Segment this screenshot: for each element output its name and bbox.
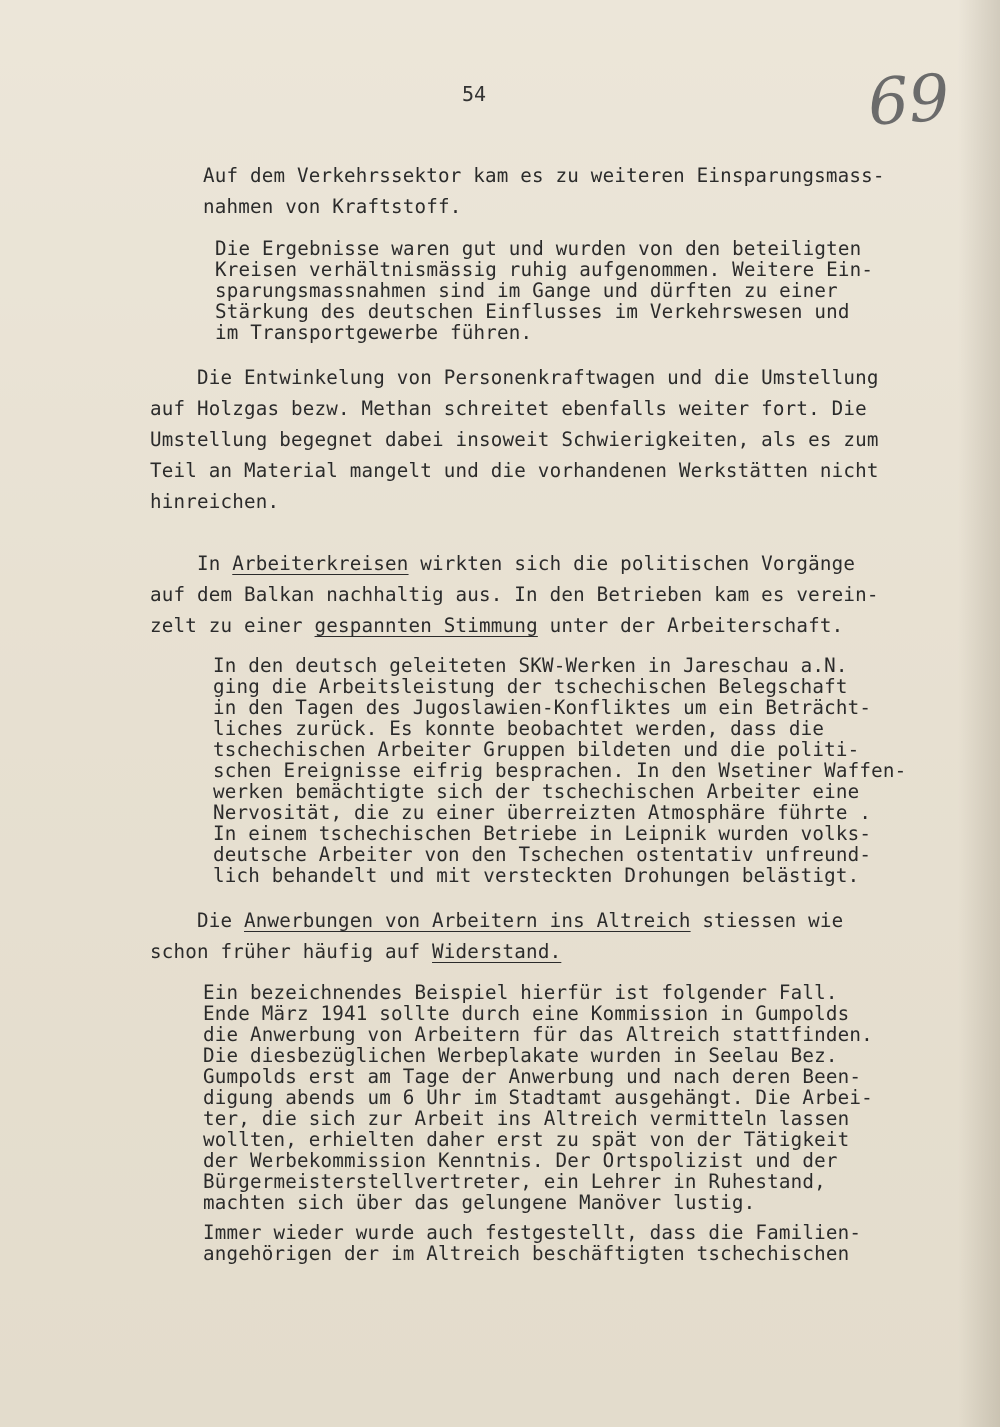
underlined-phrase: gespannten Stimmung	[314, 614, 538, 637]
indented-paragraph-families: Immer wieder wurde auch festgestellt, dass die Familien- angehörigen der im Altreich beschäftigten tschechischen	[203, 1221, 862, 1265]
indented-paragraph-skw-works: In den deutsch geleiteten SKW-Werken in Jareschau a.N. ging die Arbeitsleistung der tschechischen Belegschaft in den Tagen des Jugoslawien-Konfliktes um ein Beträcht- liches zurück. Es konnte beobachtet werden, dass die tschechischen Arbeiter Gruppen bildeten und die politi- schen Ereignisse eifrig besprachen. In den Wsetiner Waffen- werken bemächtigte sich der tschechischen Arbeiter eine Nervosität, die zu einer überreizten Atmosphäre führte . In einem tschechischen Betriebe in Leipnik wurden volks- deutsche Arbeiter von den Tschechen ostentativ unfreund- lich behandelt und mit versteckten Drohungen belästigt.	[213, 654, 907, 887]
paragraph-transport: Auf dem Verkehrssektor kam es zu weiteren Einsparungsmass- nahmen von Kraftstoff.	[203, 164, 885, 218]
page-number: 54	[462, 82, 487, 106]
paragraph-text: In	[150, 552, 233, 575]
paragraph-text: Die	[150, 909, 245, 932]
paragraph-text: unter der Arbeiterschaft.	[537, 614, 844, 637]
paragraph-recruitment	[150, 905, 950, 967]
paragraph-workers	[150, 548, 950, 641]
underlined-phrase: Anwerbungen von Arbeitern ins Altreich	[244, 909, 691, 932]
paragraph-vehicles: Die Entwinkelung von Personenkraftwagen und die Umstellung auf Holzgas bezw. Methan schreitet ebenfalls weiter fort. Die Umstellung begegnet dabei insoweit Schwierigkeiten, als es zum Teil an Material mangelt und die vorhandenen Werkstätten nicht hinreichen.	[150, 366, 879, 513]
paragraph-text: stiessen wie schon früher häufig auf	[150, 909, 844, 963]
underlined-phrase: Arbeiterkreisen	[232, 552, 409, 575]
underlined-phrase: Widerstand.	[432, 940, 562, 963]
indented-paragraph-results: Die Ergebnisse waren gut und wurden von den beteiligten Kreisen verhältnismässig ruhig aufgenommen. Weitere Ein- sparungsmassnahmen sind im Gange und dürften zu einer Stärkung des deutschen Einflusses im Verkehrswesen und im Transportgewerbe führen.	[215, 237, 874, 344]
paragraph-text: wirkten sich die politischen Vorgänge auf dem Balkan nachhaltig aus. In den Betrieben kam es verein- zelt zu einer	[150, 552, 879, 637]
handwritten-folio-number: 69	[865, 61, 952, 141]
indented-paragraph-example: Ein bezeichnendes Beispiel hierfür ist folgender Fall. Ende März 1941 sollte durch eine Kommission in Gumpolds die Anwerbung von Arbeitern für das Altreich stattfinden. Die diesbezüglichen Werbeplakate wurden in Seelau Bez. Gumpolds erst am Tage der Anwerbung und nach deren Been- digung abends um 6 Uhr im Stadtamt ausgehängt. Die Arbei- ter, die sich zur Arbeit ins Altreich vermitteln lassen wollten, erhielten daher erst zu spät von der Tätigkeit der Werbekommission Kenntnis. Der Ortspolizist und der Bürgermeisterstellvertreter, ein Lehrer in Ruhestand, machten sich über das gelungene Manöver lustig.	[203, 981, 873, 1214]
